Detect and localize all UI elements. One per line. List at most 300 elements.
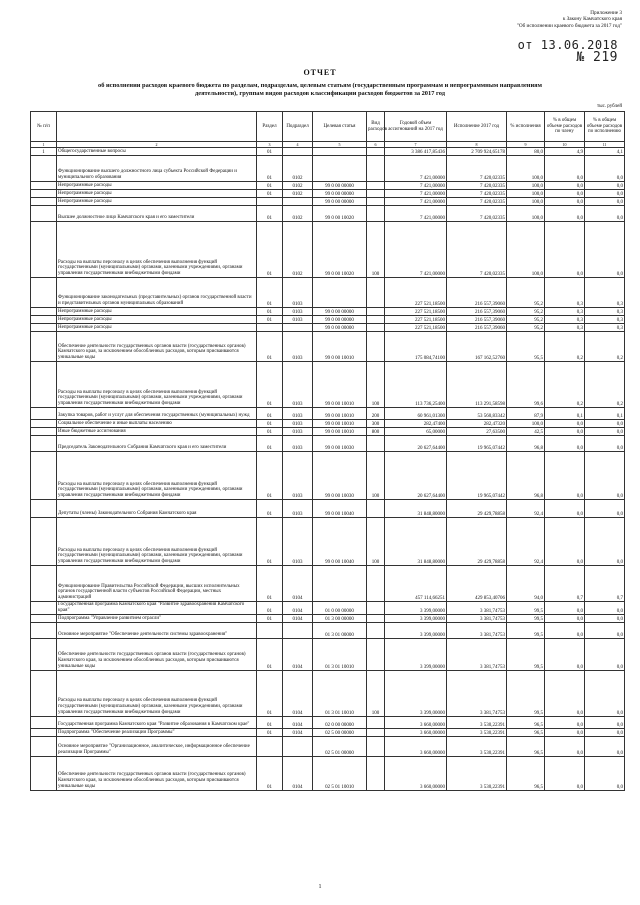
header-plan: Годовой объем ассигнований на 2017 год [385, 112, 447, 142]
row-number [31, 614, 57, 622]
row-expense-type: 100 [367, 222, 385, 278]
row-name: Функционирование высшего должностного лица субъекта Российской Федерации и муниципального образования [57, 156, 257, 182]
row-podrazdel [283, 198, 313, 206]
row-plan: 227 521,18500 [385, 278, 447, 308]
row-expense-type [367, 756, 385, 790]
row-razdel: 01 [257, 500, 283, 518]
handwritten-number: № 219 [576, 50, 618, 65]
row-fact: 19 965,07442 [447, 436, 507, 452]
row-percent: 95,2 [507, 324, 545, 332]
row-expense-type [367, 728, 385, 736]
row-razdel: 01 [257, 518, 283, 566]
row-podrazdel: 0104 [283, 566, 313, 602]
row-target-article: 99 0 00 10010 [313, 420, 367, 428]
row-percent: 100,0 [507, 222, 545, 278]
row-percent: 100,0 [507, 182, 545, 190]
row-name: Расходы на выплаты персоналу в целях обеспечения выполнения функций государственными (муниципальными) органами, казенными учреждениями, органами управления государственными внебюджетными фондами [57, 452, 257, 500]
row-target-article: 01 3 01 00000 [313, 622, 367, 638]
row-target-article: 99 0 00 10030 [313, 436, 367, 452]
row-name: Закупка товаров, работ и услуг для обеспечения государственных (муниципальных) нужд [57, 408, 257, 420]
row-name: Непрограммные расходы [57, 198, 257, 206]
index-cell: 9 [507, 142, 545, 148]
row-name: Государственная программа Камчатского края "Развитие образования в Камчатском крае" [57, 716, 257, 728]
row-target-article: 99 0 00 00000 [313, 308, 367, 316]
table-row [31, 222, 625, 278]
row-podrazdel: 0103 [283, 436, 313, 452]
row-podrazdel: 0103 [283, 308, 313, 316]
row-name: Функционирование законодательных (представительных) органов государственной власти и представительных органов муниципальных образований [57, 278, 257, 308]
row-name: Непрограммные расходы [57, 182, 257, 190]
row-podrazdel [283, 736, 313, 756]
row-target-article: 99 0 00 10010 [313, 408, 367, 420]
row-percent: 92,4 [507, 518, 545, 566]
row-podrazdel: 0102 [283, 222, 313, 278]
row-plan: 20 627,64400 [385, 436, 447, 452]
row-razdel: 01 [257, 148, 283, 156]
row-plan: 3 660,00000 [385, 736, 447, 756]
row-number [31, 332, 57, 362]
row-target-article: 99 0 00 00000 [313, 182, 367, 190]
row-share-plan: 0,0 [545, 670, 585, 716]
row-podrazdel: 0103 [283, 452, 313, 500]
row-fact: 282,47320 [447, 420, 507, 428]
row-number [31, 428, 57, 436]
appendix-note [517, 10, 622, 29]
row-podrazdel: 0104 [283, 614, 313, 622]
row-share-plan: 0,0 [545, 420, 585, 428]
row-podrazdel: 0103 [283, 278, 313, 308]
row-name: Непрограммные расходы [57, 308, 257, 316]
table-row [31, 756, 625, 790]
row-podrazdel: 0104 [283, 638, 313, 670]
row-fact: 216 557,39060 [447, 278, 507, 308]
row-share-fact: 0,0 [585, 670, 625, 716]
row-share-plan: 0,0 [545, 638, 585, 670]
row-number [31, 670, 57, 716]
row-share-plan: 0,0 [545, 756, 585, 790]
table-row [31, 452, 625, 500]
row-share-plan: 0,0 [545, 156, 585, 182]
row-share-fact: 0,0 [585, 452, 625, 500]
row-plan: 282,47400 [385, 420, 447, 428]
row-expense-type [367, 148, 385, 156]
row-share-plan: 0,0 [545, 190, 585, 198]
header-target-article: Целевая статья [313, 112, 367, 142]
row-share-plan: 0,2 [545, 362, 585, 408]
row-number [31, 198, 57, 206]
row-target-article: 02 5 00 00000 [313, 728, 367, 736]
table-row [31, 420, 625, 428]
row-fact: 429 853,40706 [447, 566, 507, 602]
row-fact: 3 381,74753 [447, 614, 507, 622]
table-row [31, 324, 625, 332]
row-percent: 95,5 [507, 332, 545, 362]
row-target-article: 99 0 00 00000 [313, 190, 367, 198]
row-share-plan: 0,0 [545, 222, 585, 278]
row-razdel: 01 [257, 156, 283, 182]
row-target-article: 99 0 00 00000 [313, 324, 367, 332]
row-fact: 216 557,39060 [447, 324, 507, 332]
index-cell: 6 [367, 142, 385, 148]
row-podrazdel: 0102 [283, 182, 313, 190]
row-share-plan: 0,0 [545, 736, 585, 756]
row-target-article: 99 0 00 10010 [313, 332, 367, 362]
row-share-fact: 0,0 [585, 156, 625, 182]
row-name: Государственная программа Камчатского края "Развитие здравоохранения Камчатского края" [57, 602, 257, 615]
units-label: тыс. рублей [597, 104, 622, 109]
row-podrazdel: 0104 [283, 716, 313, 728]
row-percent: 95,2 [507, 316, 545, 324]
row-plan: 7 421,00000 [385, 190, 447, 198]
row-share-plan: 0,0 [545, 500, 585, 518]
row-percent: 42,5 [507, 428, 545, 436]
row-share-plan: 0,0 [545, 452, 585, 500]
row-podrazdel: 0102 [283, 190, 313, 198]
row-fact: 3 381,74753 [447, 622, 507, 638]
row-number [31, 602, 57, 615]
handwritten-date: от 13.06.2018 [517, 38, 618, 52]
row-plan: 457 114,66251 [385, 566, 447, 602]
row-razdel: 01 [257, 206, 283, 222]
row-podrazdel: 0104 [283, 670, 313, 716]
row-razdel: 01 [257, 308, 283, 316]
row-share-plan: 0,3 [545, 316, 585, 324]
row-target-article: 99 0 00 00000 [313, 198, 367, 206]
row-share-plan: 0,0 [545, 614, 585, 622]
row-share-fact: 0,0 [585, 602, 625, 615]
row-target-article: 99 0 00 10040 [313, 500, 367, 518]
row-share-plan: 0,1 [545, 408, 585, 420]
row-target-article: 01 3 01 10010 [313, 670, 367, 716]
row-target-article [313, 156, 367, 182]
row-percent: 96,5 [507, 756, 545, 790]
row-plan: 60 961,01300 [385, 408, 447, 420]
table-row [31, 182, 625, 190]
row-percent: 92,4 [507, 500, 545, 518]
row-podrazdel [283, 324, 313, 332]
table-row [31, 148, 625, 156]
row-target-article: 02 5 01 00000 [313, 736, 367, 756]
appendix-line-3: "Об исполнении краевого бюджета за 2017 год" [516, 22, 622, 29]
row-expense-type [367, 622, 385, 638]
row-plan: 31 848,80000 [385, 500, 447, 518]
row-share-fact: 0,3 [585, 316, 625, 324]
row-expense-type: 100 [367, 518, 385, 566]
index-cell: 5 [313, 142, 367, 148]
row-share-plan: 4,9 [545, 148, 585, 156]
row-razdel: 01 [257, 420, 283, 428]
row-percent: 100,0 [507, 198, 545, 206]
row-number [31, 324, 57, 332]
table-row [31, 436, 625, 452]
row-share-fact: 0,1 [585, 408, 625, 420]
header-name [57, 112, 257, 142]
table-row [31, 716, 625, 728]
row-expense-type: 300 [367, 420, 385, 428]
row-razdel: 01 [257, 614, 283, 622]
row-number [31, 756, 57, 790]
page-number: 1 [318, 884, 322, 890]
row-number [31, 308, 57, 316]
row-number [31, 622, 57, 638]
row-number [31, 420, 57, 428]
row-percent: 99,5 [507, 622, 545, 638]
row-target-article: 01 0 00 00000 [313, 602, 367, 615]
row-name: Непрограммные расходы [57, 324, 257, 332]
row-number [31, 190, 57, 198]
row-share-fact: 0,0 [585, 420, 625, 428]
row-fact: 29 429,78858 [447, 500, 507, 518]
row-podrazdel: 0103 [283, 428, 313, 436]
header-share-plan: % в общем объеме расходов по члену [545, 112, 585, 142]
row-share-plan: 0,3 [545, 278, 585, 308]
row-fact: 3 381,74753 [447, 638, 507, 670]
index-cell: 11 [585, 142, 625, 148]
row-name: Подпрограмма "Обеспечение реализации Программы" [57, 728, 257, 736]
row-razdel [257, 198, 283, 206]
table-row [31, 566, 625, 602]
row-fact: 7 420,02335 [447, 182, 507, 190]
row-plan: 7 421,00000 [385, 198, 447, 206]
row-share-plan: 0,0 [545, 206, 585, 222]
row-razdel: 01 [257, 452, 283, 500]
row-fact: 53 560,83342 [447, 408, 507, 420]
row-plan: 7 421,00000 [385, 222, 447, 278]
row-share-plan: 0,0 [545, 182, 585, 190]
row-share-fact: 0,0 [585, 638, 625, 670]
row-share-plan: 0,7 [545, 566, 585, 602]
row-plan: 7 421,00000 [385, 182, 447, 190]
row-name: Расходы на выплаты персоналу в целях обеспечения выполнения функций государственными (муниципальными) органами, казенными учреждениями, органами управления государственными внебюджетными фондами [57, 670, 257, 716]
row-expense-type: 100 [367, 670, 385, 716]
row-plan: 3 660,00000 [385, 716, 447, 728]
row-razdel: 01 [257, 316, 283, 324]
row-razdel: 01 [257, 602, 283, 615]
row-percent: 94,0 [507, 566, 545, 602]
row-number [31, 278, 57, 308]
row-name: Основное мероприятие "Обеспечение деятельности системы здравоохранения" [57, 622, 257, 638]
report-subtitle: об исполнении расходов краевого бюджета по разделам, подразделам, целевым статьям (государственным программам и непрограммным направлениям деятельности), группам видов расходов классификации расходов бюджетов за 2017 год [98, 82, 542, 97]
row-fact: 3 530,22391 [447, 728, 507, 736]
row-share-fact: 0,0 [585, 198, 625, 206]
row-share-fact: 0,0 [585, 614, 625, 622]
row-name: Непрограммные расходы [57, 316, 257, 324]
row-target-article: 99 0 00 10010 [313, 428, 367, 436]
row-share-fact: 4,1 [585, 148, 625, 156]
table-row [31, 670, 625, 716]
row-expense-type [367, 566, 385, 602]
row-expense-type [367, 316, 385, 324]
row-expense-type [367, 198, 385, 206]
row-share-plan: 0,3 [545, 324, 585, 332]
row-podrazdel: 0102 [283, 206, 313, 222]
row-name: Высшее должностное лицо Камчатского края и его заместители [57, 206, 257, 222]
table-row [31, 728, 625, 736]
row-fact: 167 162,52760 [447, 332, 507, 362]
row-number [31, 452, 57, 500]
row-percent: 100,0 [507, 190, 545, 198]
row-share-plan: 0,0 [545, 518, 585, 566]
row-target-article [313, 278, 367, 308]
table-row [31, 278, 625, 308]
header-fact: Исполнение 2017 год [447, 112, 507, 142]
row-share-plan: 0,0 [545, 622, 585, 638]
row-expense-type: 100 [367, 452, 385, 500]
row-number [31, 222, 57, 278]
row-target-article [313, 566, 367, 602]
row-razdel: 01 [257, 436, 283, 452]
row-expense-type [367, 156, 385, 182]
row-plan: 227 521,18500 [385, 308, 447, 316]
row-target-article: 99 0 00 00000 [313, 316, 367, 324]
row-fact: 3 530,22391 [447, 756, 507, 790]
row-number: 1 [31, 148, 57, 156]
row-plan: 3 386 417,85436 [385, 148, 447, 156]
row-podrazdel [283, 148, 313, 156]
row-percent: 99,5 [507, 602, 545, 615]
table-row [31, 206, 625, 222]
header-razdel: Раздел [257, 112, 283, 142]
row-share-fact: 0,0 [585, 190, 625, 198]
row-razdel: 01 [257, 638, 283, 670]
row-number [31, 566, 57, 602]
header-podrazdel: Подраздел [283, 112, 313, 142]
table-row [31, 736, 625, 756]
row-fact: 7 420,02335 [447, 156, 507, 182]
row-razdel: 01 [257, 222, 283, 278]
row-podrazdel: 0103 [283, 518, 313, 566]
row-expense-type [367, 736, 385, 756]
row-expense-type [367, 638, 385, 670]
row-expense-type [367, 324, 385, 332]
row-target-article: 99 0 00 10030 [313, 452, 367, 500]
row-name: Обеспечение деятельности государственных органов власти (государственных органов) Камчатского края, за исключением обособленных расходов, которым присваиваются уникальные коды [57, 756, 257, 790]
table-row [31, 622, 625, 638]
row-podrazdel: 0103 [283, 316, 313, 324]
row-number [31, 156, 57, 182]
row-share-fact: 0,0 [585, 622, 625, 638]
row-name: Иные бюджетные ассигнования [57, 428, 257, 436]
row-share-fact: 0,3 [585, 278, 625, 308]
index-cell: 10 [545, 142, 585, 148]
table-row [31, 408, 625, 420]
row-fact: 2 709 924,65178 [447, 148, 507, 156]
row-podrazdel: 0103 [283, 408, 313, 420]
index-cell: 7 [385, 142, 447, 148]
row-razdel: 01 [257, 756, 283, 790]
row-expense-type [367, 308, 385, 316]
row-percent: 99,6 [507, 362, 545, 408]
row-podrazdel: 0104 [283, 602, 313, 615]
row-share-plan: 0,0 [545, 428, 585, 436]
row-expense-type [367, 182, 385, 190]
row-share-fact: 0,0 [585, 500, 625, 518]
row-number [31, 728, 57, 736]
table-row [31, 156, 625, 182]
row-plan: 3 660,00000 [385, 756, 447, 790]
index-cell: 3 [257, 142, 283, 148]
row-share-plan: 0,0 [545, 436, 585, 452]
row-number [31, 500, 57, 518]
row-razdel [257, 324, 283, 332]
row-number [31, 736, 57, 756]
row-fact: 7 420,02335 [447, 206, 507, 222]
row-share-fact: 0,0 [585, 756, 625, 790]
row-fact: 29 429,78858 [447, 518, 507, 566]
row-razdel: 01 [257, 428, 283, 436]
row-plan: 227 521,18500 [385, 316, 447, 324]
report-title: ОТЧЕТ [303, 68, 337, 77]
row-name: Расходы на выплаты персоналу в целях обеспечения выполнения функций государственными (муниципальными) органами, казенными учреждениями, органами управления государственными внебюджетными фондами [57, 518, 257, 566]
row-share-plan: 0,0 [545, 198, 585, 206]
row-fact: 7 420,02335 [447, 222, 507, 278]
row-plan: 3 399,00000 [385, 614, 447, 622]
row-razdel: 01 [257, 190, 283, 198]
row-share-fact: 0,0 [585, 222, 625, 278]
row-number [31, 316, 57, 324]
row-expense-type [367, 436, 385, 452]
row-plan: 7 421,00000 [385, 206, 447, 222]
row-name: Обеспечение деятельности государственных органов власти (государственных органов) Камчатского края, за исключением обособленных расходов, которым присваиваются уникальные коды [57, 332, 257, 362]
row-target-article [313, 148, 367, 156]
row-name: Социальное обеспечение и иные выплаты населению [57, 420, 257, 428]
row-target-article: 02 0 00 00000 [313, 716, 367, 728]
row-razdel: 01 [257, 182, 283, 190]
row-razdel: 01 [257, 408, 283, 420]
row-name: Основное мероприятие "Организационное, аналитическое, информационное обеспечение реализации Программы" [57, 736, 257, 756]
row-percent: 96,5 [507, 736, 545, 756]
row-name: Обеспечение деятельности государственных органов власти (государственных органов) Камчатского края, за исключением обособленных расходов, которым присваиваются уникальные коды [57, 638, 257, 670]
row-percent: 100,0 [507, 156, 545, 182]
table-row [31, 190, 625, 198]
header-row [31, 112, 625, 142]
row-expense-type [367, 602, 385, 615]
row-podrazdel [283, 622, 313, 638]
row-expense-type [367, 716, 385, 728]
header-percent: % исполнения [507, 112, 545, 142]
row-share-plan: 0,0 [545, 716, 585, 728]
row-razdel: 01 [257, 362, 283, 408]
row-expense-type [367, 206, 385, 222]
row-plan: 7 421,00000 [385, 156, 447, 182]
row-share-plan: 0,0 [545, 602, 585, 615]
row-number [31, 436, 57, 452]
index-cell: 2 [57, 142, 257, 148]
table-row [31, 316, 625, 324]
row-share-fact: 0,0 [585, 428, 625, 436]
index-cell: 1 [31, 142, 57, 148]
row-plan: 31 848,80000 [385, 518, 447, 566]
row-share-fact: 0,0 [585, 182, 625, 190]
row-name: Функционирование Правительства Российской Федерации, высших исполнительных органов государственной власти субъектов Российской Федерации, местных администраций [57, 566, 257, 602]
row-share-fact: 0,0 [585, 736, 625, 756]
row-name: Председатель Законодательного Собрания Камчатского края и его заместители [57, 436, 257, 452]
row-percent: 95,2 [507, 278, 545, 308]
table-row [31, 362, 625, 408]
row-share-fact: 0,2 [585, 332, 625, 362]
row-share-fact: 0,0 [585, 518, 625, 566]
row-razdel [257, 622, 283, 638]
row-target-article: 99 0 00 10010 [313, 362, 367, 408]
row-fact: 27,63500 [447, 428, 507, 436]
row-percent: 99,5 [507, 614, 545, 622]
table-row [31, 500, 625, 518]
table-row [31, 638, 625, 670]
row-number [31, 182, 57, 190]
row-percent: 99,5 [507, 670, 545, 716]
row-name: Подпрограмма "Управление развитием отрасли" [57, 614, 257, 622]
row-plan: 3 399,00000 [385, 622, 447, 638]
